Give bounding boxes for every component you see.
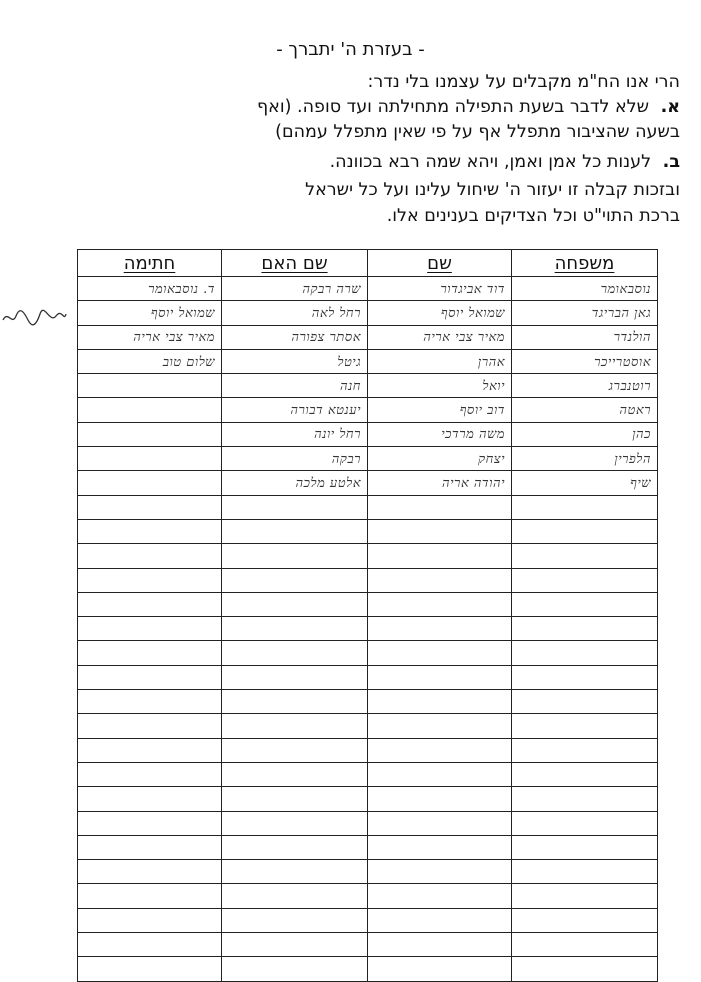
cell-name[interactable]: [368, 495, 512, 519]
cell-name[interactable]: [368, 811, 512, 835]
cell-family[interactable]: אוסטרייכר: [512, 349, 658, 373]
cell-signature[interactable]: [78, 811, 222, 835]
cell-mother[interactable]: רחל לאה: [222, 301, 368, 325]
cell-signature[interactable]: [78, 617, 222, 641]
cell-name[interactable]: דוב יוסף: [368, 398, 512, 422]
table-row: [78, 835, 658, 859]
item-b-letter: ב.: [662, 152, 680, 172]
cell-name[interactable]: מאיר צבי אריה: [368, 325, 512, 349]
table-row: [78, 568, 658, 592]
table-row: [78, 471, 658, 495]
table-row: [78, 714, 658, 738]
table-row: [78, 617, 658, 641]
cell-mother[interactable]: [222, 908, 368, 932]
cell-mother[interactable]: אלטע מלכה: [222, 471, 368, 495]
cell-name[interactable]: יואל: [368, 374, 512, 398]
item-a-line2: בשעה שהציבור מתפלל אף על פי שאין מתפלל עמהם): [275, 122, 680, 142]
header-signature: חתימה: [78, 250, 222, 277]
cell-signature[interactable]: מאיר צבי אריה: [78, 325, 222, 349]
cell-family[interactable]: [512, 544, 658, 568]
cell-signature[interactable]: [78, 933, 222, 957]
cell-signature[interactable]: [78, 787, 222, 811]
cell-mother[interactable]: רחל יונה: [222, 422, 368, 446]
closing-line1: ובזכות קבלה זו יעזור ה' שיחול עלינו ועל כל ישראל: [305, 180, 680, 200]
cell-signature[interactable]: [78, 860, 222, 884]
header-name: שם: [368, 250, 512, 277]
cell-signature[interactable]: [78, 398, 222, 422]
table-row: [78, 592, 658, 616]
cell-family[interactable]: הלפרין: [512, 447, 658, 471]
cell-mother[interactable]: [222, 762, 368, 786]
cell-family[interactable]: ראטה: [512, 398, 658, 422]
cell-name[interactable]: [368, 860, 512, 884]
intro-line: הרי אנו הח"מ מקבלים על עצמנו בלי נדר:: [367, 72, 680, 92]
cell-family[interactable]: גאן הבריגד: [512, 301, 658, 325]
cell-signature[interactable]: [78, 447, 222, 471]
cell-family[interactable]: [512, 908, 658, 932]
item-a-line1: שלא לדבר בשעת התפילה מתחילתה ועד סופה. (ואף: [256, 97, 650, 117]
cell-family[interactable]: [512, 592, 658, 616]
cell-family[interactable]: [512, 787, 658, 811]
table-row: [78, 277, 658, 301]
cell-signature[interactable]: [78, 738, 222, 762]
cell-signature[interactable]: [78, 519, 222, 543]
cell-mother[interactable]: [222, 495, 368, 519]
table-row: [78, 860, 658, 884]
cell-mother[interactable]: [222, 690, 368, 714]
cell-name[interactable]: אהרן: [368, 349, 512, 373]
cell-mother[interactable]: [222, 519, 368, 543]
cell-name[interactable]: [368, 641, 512, 665]
cell-mother[interactable]: [222, 665, 368, 689]
cell-family[interactable]: שיף: [512, 471, 658, 495]
cell-signature[interactable]: [78, 471, 222, 495]
cell-signature[interactable]: [78, 835, 222, 859]
cell-signature[interactable]: שמואל יוסף: [78, 301, 222, 325]
cell-mother[interactable]: יענטא דבורה: [222, 398, 368, 422]
cell-signature[interactable]: [78, 592, 222, 616]
cell-name[interactable]: [368, 617, 512, 641]
cell-signature[interactable]: [78, 544, 222, 568]
table-row: [78, 495, 658, 519]
closing-line2: ברכת התוי"ט וכל הצדיקים בענינים אלו.: [386, 206, 680, 226]
cell-name[interactable]: [368, 908, 512, 932]
cell-family[interactable]: [512, 665, 658, 689]
cell-family[interactable]: [512, 714, 658, 738]
header-family: משפחה: [512, 250, 658, 277]
table-row: [78, 422, 658, 446]
cell-signature[interactable]: [78, 957, 222, 981]
cell-family[interactable]: רוטנברג: [512, 374, 658, 398]
cell-mother[interactable]: [222, 884, 368, 908]
item-a-letter: א.: [660, 97, 680, 117]
cell-mother[interactable]: [222, 787, 368, 811]
cell-name[interactable]: [368, 738, 512, 762]
signup-table: [77, 249, 658, 982]
cell-name[interactable]: שמואל יוסף: [368, 301, 512, 325]
item-b-text: לענות כל אמן ואמן, ויהא שמה רבא בכוונה.: [329, 152, 652, 172]
cell-mother[interactable]: רבקה: [222, 447, 368, 471]
cell-mother[interactable]: [222, 957, 368, 981]
cell-family[interactable]: נוסבאומר: [512, 277, 658, 301]
cell-name[interactable]: משה מרדכי: [368, 422, 512, 446]
cell-family[interactable]: הולנדר: [512, 325, 658, 349]
table-row: [78, 325, 658, 349]
cell-signature[interactable]: [78, 568, 222, 592]
cell-mother[interactable]: [222, 592, 368, 616]
cell-signature[interactable]: [78, 374, 222, 398]
cell-signature[interactable]: ד. נוסבאומר: [78, 277, 222, 301]
table-row: [78, 884, 658, 908]
cell-signature[interactable]: [78, 690, 222, 714]
cell-signature[interactable]: [78, 641, 222, 665]
table-row: [78, 349, 658, 373]
cell-name[interactable]: [368, 714, 512, 738]
cell-name[interactable]: יהודה אריה: [368, 471, 512, 495]
cell-family[interactable]: [512, 933, 658, 957]
cell-mother[interactable]: [222, 544, 368, 568]
cell-family[interactable]: [512, 957, 658, 981]
cell-name[interactable]: [368, 762, 512, 786]
cell-family[interactable]: [512, 519, 658, 543]
cell-signature[interactable]: [78, 422, 222, 446]
cell-mother[interactable]: שרה רבקה: [222, 277, 368, 301]
cell-name[interactable]: [368, 568, 512, 592]
document-title: - בעזרת ה' יתברך -: [276, 39, 425, 60]
cell-signature[interactable]: שלום טוב: [78, 349, 222, 373]
table-row: [78, 447, 658, 471]
cell-family[interactable]: [512, 860, 658, 884]
item-a: [60, 95, 680, 119]
cell-family[interactable]: [512, 738, 658, 762]
cell-mother[interactable]: חנה: [222, 374, 368, 398]
cell-family[interactable]: [512, 568, 658, 592]
cell-name[interactable]: [368, 519, 512, 543]
table-row: [78, 519, 658, 543]
cell-name[interactable]: [368, 933, 512, 957]
table-row: [78, 690, 658, 714]
cell-signature[interactable]: [78, 884, 222, 908]
table-header-row: [78, 250, 658, 277]
table-row: [78, 398, 658, 422]
table-row: [78, 957, 658, 981]
cell-mother[interactable]: [222, 641, 368, 665]
cell-mother[interactable]: [222, 714, 368, 738]
cell-mother[interactable]: [222, 568, 368, 592]
table-row: [78, 933, 658, 957]
cell-mother[interactable]: [222, 738, 368, 762]
header-mother: שם האם: [222, 250, 368, 277]
cell-name[interactable]: [368, 665, 512, 689]
table-row: [78, 665, 658, 689]
item-b: [60, 150, 680, 174]
cell-name[interactable]: דוד אביגדור: [368, 277, 512, 301]
cell-name[interactable]: [368, 787, 512, 811]
cell-name[interactable]: [368, 592, 512, 616]
cell-mother[interactable]: [222, 933, 368, 957]
table-row: [78, 301, 658, 325]
table-row: [78, 374, 658, 398]
table-row: [78, 811, 658, 835]
table-row: [78, 908, 658, 932]
cell-family[interactable]: [512, 617, 658, 641]
cell-mother[interactable]: גיטל: [222, 349, 368, 373]
table-row: [78, 762, 658, 786]
cell-family[interactable]: [512, 690, 658, 714]
cell-family[interactable]: כהן: [512, 422, 658, 446]
cell-signature[interactable]: [78, 908, 222, 932]
cell-signature[interactable]: [78, 714, 222, 738]
cell-signature[interactable]: [78, 495, 222, 519]
cell-family[interactable]: [512, 884, 658, 908]
cell-signature[interactable]: [78, 762, 222, 786]
cell-signature[interactable]: [78, 665, 222, 689]
table-row: [78, 641, 658, 665]
cell-family[interactable]: [512, 762, 658, 786]
cell-name[interactable]: [368, 957, 512, 981]
cell-name[interactable]: יצחק: [368, 447, 512, 471]
cell-name[interactable]: [368, 835, 512, 859]
table-row: [78, 738, 658, 762]
cell-family[interactable]: [512, 641, 658, 665]
table-row: [78, 544, 658, 568]
cell-family[interactable]: [512, 495, 658, 519]
margin-signature-scribble: [0, 306, 68, 330]
cell-mother[interactable]: [222, 860, 368, 884]
cell-mother[interactable]: [222, 811, 368, 835]
cell-mother[interactable]: [222, 835, 368, 859]
cell-name[interactable]: [368, 884, 512, 908]
cell-name[interactable]: [368, 690, 512, 714]
cell-family[interactable]: [512, 811, 658, 835]
cell-name[interactable]: [368, 544, 512, 568]
cell-mother[interactable]: אסתר צפורה: [222, 325, 368, 349]
cell-family[interactable]: [512, 835, 658, 859]
table-row: [78, 787, 658, 811]
cell-mother[interactable]: [222, 617, 368, 641]
